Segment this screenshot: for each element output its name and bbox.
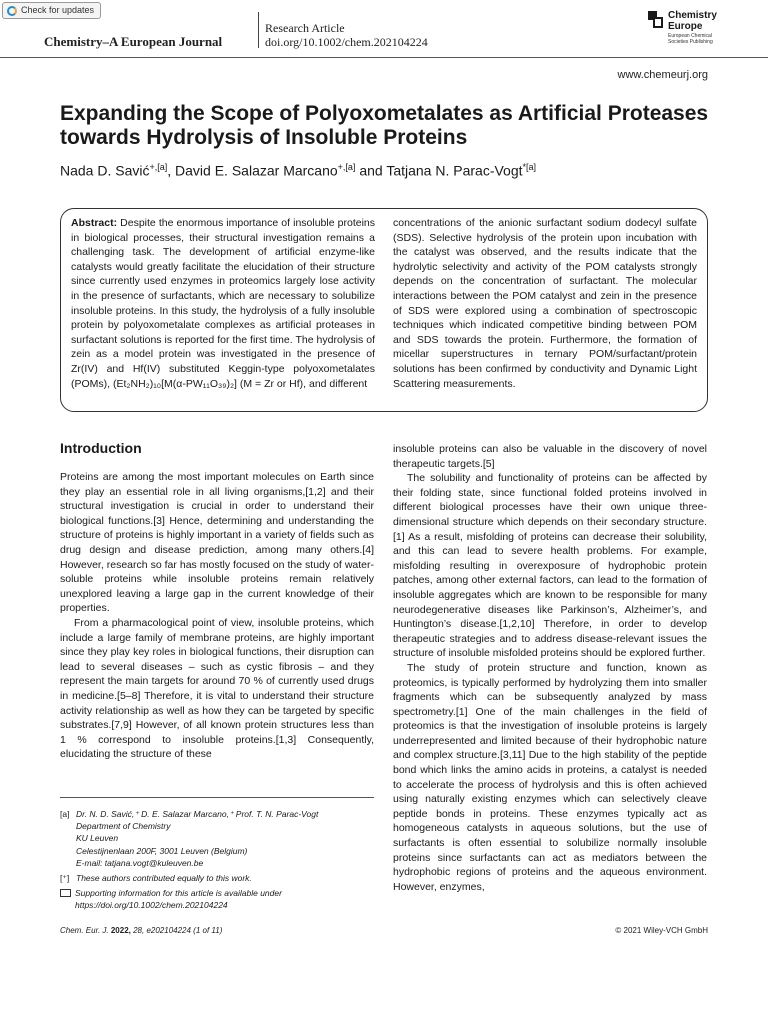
equal-contribution-text: These authors contributed equally to this work. [76, 873, 252, 884]
affiliation-department: Department of Chemistry [76, 821, 171, 832]
header-rule [0, 57, 768, 58]
article-title: Expanding the Scope of Polyoxometalates as Artificial Proteases towards Hydrolysis of Insoluble Proteins [60, 102, 709, 149]
affiliation-address: Celestijnenlaan 200F, 3001 Leuven (Belgium) [76, 845, 248, 856]
publisher-subtitle-line1: European Chemical [668, 33, 712, 39]
author-name: David E. Salazar Marcano [175, 162, 338, 179]
abstract-left-column [71, 216, 375, 391]
publisher-name-line1: Chemistry [668, 10, 717, 21]
abstract-text-right: concentrations of the anionic surfactant sodium dodecyl sulfate (SDS). Selective hydrolysis of the protein upon incubation with the catalyst was observed, and the results indicate that the hydrolytic selectivity and activity of the POM catalysts strongly depends on the concentration of surfactant. The molecular interactions between the POM catalyst and zein in the presence of SDS were explored using a combination of spectroscopic techniques which indicated competitive binding between POM and SDS towards the protein. Furthermore, the formation of micellar superstructures in ternary POM/surfactant/protein solutions has been confirmed by conductivity and Dynamic Light Scattering measurements. [393, 217, 697, 390]
footnote-rule [60, 797, 374, 798]
crossmark-icon [7, 6, 17, 16]
author-separator: , [167, 162, 176, 179]
author-name: Tatjana N. Parac-Vogt [386, 162, 523, 179]
paragraph: The study of protein structure and function, known as proteomics, is typically performed by hydrolyzing them into smaller fragments which can be subsequently analyzed by mass spectrometry.[1] One of the main challenges in the field of proteomics is that the investigation of insoluble proteins is largely underrepresented and limited because of their hydrophobic nature and complex structure.[3,11] Due to the high stability of the peptide bond which links the amino acids in proteins, a catalyst is needed to accelerate the process of hydrolysis and this is often achieved using naturally existing enzymes which can selectively cleave peptide bonds in proteins. These enzymes typically act as homogeneous catalysts in aqueous solutions, but the use of surfactants is often essential to solubilize normally insoluble proteins since surfactants can act as mediators between the hydrophobic regions of proteins and the aqueous environment. However, enzymes, [393, 661, 707, 893]
footnote-tag: [⁺] [60, 873, 70, 884]
author-list [60, 162, 720, 179]
affiliation-email[interactable]: E-mail: tatjana.vogt@kuleuven.be [76, 857, 204, 868]
section-heading-introduction: Introduction [60, 440, 142, 456]
author-affiliation[interactable]: +,[a] [149, 162, 168, 172]
author-affiliation[interactable]: +,[a] [337, 162, 356, 172]
publisher-subtitle-line2: Societies Publishing [668, 39, 713, 45]
journal-website-link[interactable]: www.chemeurj.org [617, 69, 708, 81]
doi-link[interactable]: doi.org/10.1002/chem.202104224 [265, 35, 428, 49]
footnote-tag: [a] [60, 809, 70, 819]
abstract-right-column [393, 216, 697, 391]
affiliation-university: KU Leuven [76, 833, 119, 844]
check-updates-label: Check for updates [21, 5, 95, 15]
supporting-info-link[interactable]: Supporting information for this article is available under https://doi.org/10.1002/chem.202104224 [75, 888, 282, 911]
paragraph: insoluble proteins can also be valuable in the discovery of novel therapeutic targets.[5] [393, 443, 707, 470]
citation-journal: Chem. Eur. J. [60, 926, 109, 935]
footnotes [60, 808, 378, 912]
author-separator: and [355, 162, 387, 179]
header-divider [258, 12, 259, 48]
author-name: Nada D. Savić [60, 162, 150, 179]
paragraph: The solubility and functionality of proteins can be affected by their folding state, since functional folded proteins involved in different biological processes have their own unique three-dimensional structure which depends on their secondary structure.[1] As a result, misfolding of proteins can decrease their solubility, and this can lead to severe health problems. For example, misfolding resulting in overexposure of hydrophobic protein patches, among other external factors, can lead to the formation of insoluble aggregates which are known to be responsible for many neurodegenerative diseases like Parkinson’s, Alzheimer’s, and Huntington’s disease.[1,2,10] Therefore, in order to develop therapeutic strategies and to address disease-relevant issues the structure of insoluble misfolded proteins should be explored further. [393, 472, 707, 660]
body-right-column [393, 442, 707, 894]
affiliation-footnote [60, 808, 378, 869]
abstract-label: Abstract: [71, 217, 118, 229]
article-type: Research Article [265, 21, 345, 35]
copyright: © 2021 Wiley-VCH GmbH [615, 926, 708, 935]
chemistry-europe-logo-icon [648, 11, 663, 28]
computer-monitor-icon [60, 889, 71, 897]
citation-year: 2022, [110, 926, 131, 935]
journal-name: Chemistry–A European Journal [44, 34, 223, 49]
equal-contribution-footnote [60, 872, 378, 884]
check-for-updates-button[interactable] [2, 2, 101, 19]
citation-details: 28, e202104224 (1 of 11) [133, 926, 223, 935]
author-affiliation[interactable]: *[a] [522, 162, 537, 172]
paragraph: From a pharmacological point of view, insoluble proteins, which include a large family of membrane proteins, are highly important since they play key roles in biological functions, their disruption can lead to several diseases – such as cystic fibrosis – and they represent the main targets for around 70 % of currently used drugs in medicine.[5–8] Therefore, it is vital to understand their structure activity relationship as well as how they can be targeted by specific substrates.[7,9] However, of all known protein structures less than 1 % correspond to insoluble proteins.[1,3] Consequently, elucidating the structure of these [60, 616, 374, 761]
page-citation [60, 926, 222, 935]
body-left-column [60, 470, 374, 762]
publisher-name-line2: Europe [668, 21, 703, 32]
abstract-text-left: Despite the enormous importance of insoluble proteins in biological processes, their structural investigation remains a challenging task. The development of artificial enzyme-like catalysts would greatly facilitate the elucidation of their structure since currently used enzymes in proteomics largely lose activity in the presence of surfactants, which are necessary to solubilize insoluble proteins. In this study, the hydrolysis of a fully insoluble protein by polyoxometalate complexes as artificial proteases in surfactant solutions is reported for the first time. The hydrolysis of zein as a model protein was investigated in the presence of Zr(IV) and Hf(IV) substituted Keggin-type polyoxometalates (POMs), (Et₂NH₂)₁₀[M(α-PW₁₁O₃₉)₂] (M = Zr or Hf), and different [71, 217, 375, 390]
affiliation-names: Dr. N. D. Savić,⁺ D. E. Salazar Marcano,⁺ Prof. T. N. Parac-Vogt [76, 809, 319, 819]
paragraph: Proteins are among the most important molecules on Earth since they play an essential role in all living organisms,[1,2] and their structural investigation is crucial in order to understand their biological functions.[3] Hence, determining and understanding the structure of proteins is highly important in a variety of fields such as drug design and disease prediction, among many others.[4] However, research so far has mostly focused on the study of water-soluble proteins while insoluble proteins remain relatively unexplored leaving a large gap in the current knowledge of their properties. [60, 471, 374, 615]
supporting-info-footnote [60, 887, 378, 911]
